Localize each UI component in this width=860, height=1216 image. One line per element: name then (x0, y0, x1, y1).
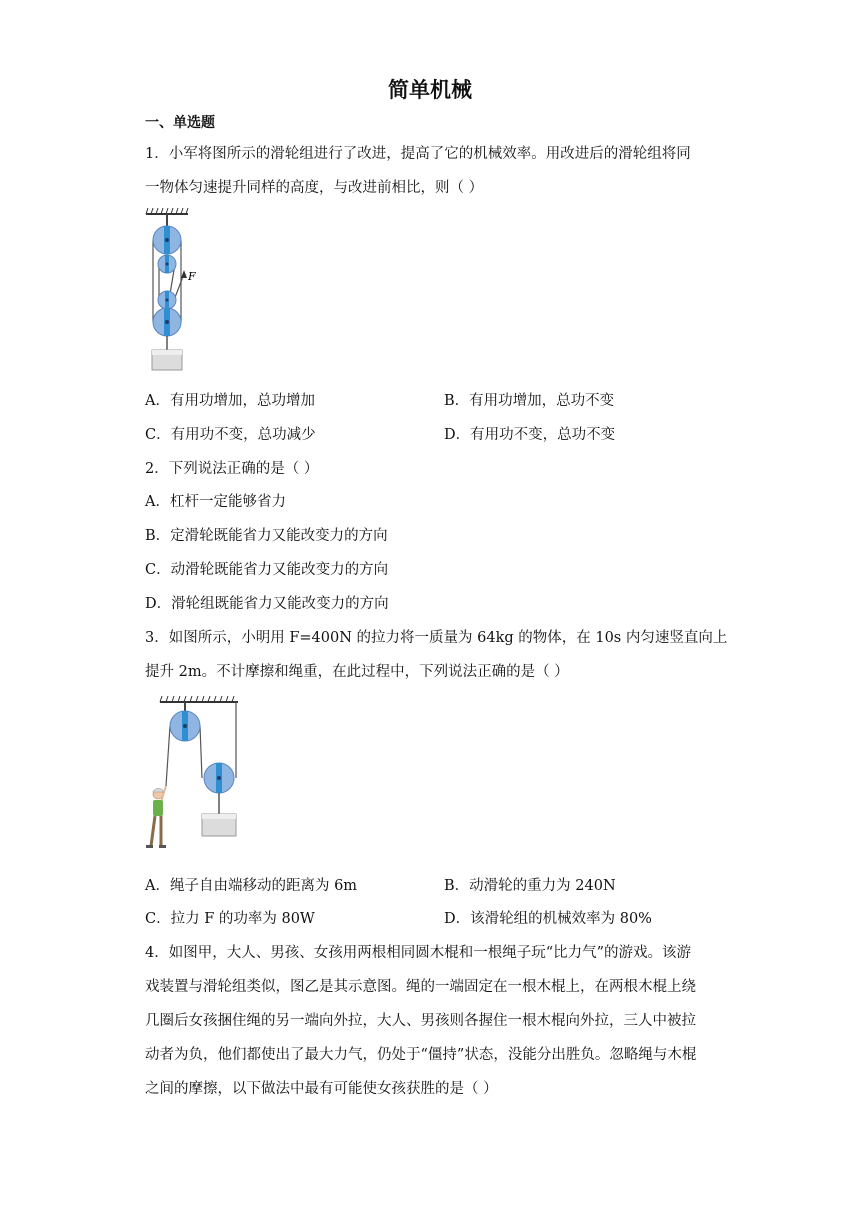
question-2-option-c: C．动滑轮既能省力又能改变力的方向 (145, 562, 389, 578)
question-1-option-c: C．有用功不变，总功减少 (145, 427, 316, 443)
question-4-line-1: 4．如图甲，大人、男孩、女孩用两根相同圆木棍和一根绳子玩“比力气”的游戏。该游 (145, 945, 692, 961)
question-4-line-4: 动者为负，他们都使出了最大力气，仍处于“僵持”状态，没能分出胜负。忽略绳与木棍 (145, 1047, 697, 1063)
section-heading: 一、单选题 (145, 115, 215, 131)
question-4-line-3: 几圈后女孩捆住绳的另一端向外拉，大人、男孩则各握住一根木棍向外拉，三人中被拉 (145, 1013, 696, 1029)
question-3-option-d: D．该滑轮组的机械效率为 80% (444, 911, 652, 927)
question-1-option-d: D．有用功不变，总功不变 (444, 427, 616, 443)
question-2-option-d: D．滑轮组既能省力又能改变力的方向 (145, 596, 389, 612)
question-4-line-5: 之间的摩擦，以下做法中最有可能使女孩获胜的是（ ） (145, 1081, 498, 1097)
question-4-line-2: 戏装置与滑轮组类似，图乙是其示意图。绳的一端固定在一根木棍上，在两根木棍上绕 (145, 979, 696, 995)
force-label: F (188, 270, 196, 283)
question-1-option-b: B．有用功增加，总功不变 (444, 393, 615, 409)
question-3-line-2: 提升 2m。不计摩擦和绳重，在此过程中，下列说法正确的是（ ） (145, 664, 569, 680)
question-3-option-a: A．绳子自由端移动的距离为 6m (145, 878, 358, 894)
question-2-line-1: 2．下列说法正确的是（ ） (145, 461, 319, 477)
question-1-option-a: A．有用功增加，总功增加 (145, 393, 315, 409)
question-3-option-b: B．动滑轮的重力为 240N (444, 878, 616, 894)
question-1-line-1: 1．小军将图所示的滑轮组进行了改进，提高了它的机械效率。用改进后的滑轮组将同 (145, 146, 691, 162)
question-2-option-a: A．杠杆一定能够省力 (145, 494, 286, 510)
question-2-option-b: B．定滑轮既能省力又能改变力的方向 (145, 528, 388, 544)
page-title: 简单机械 (388, 78, 472, 102)
question-1-line-2: 一物体匀速提升同样的高度，与改进前相比，则（ ） (145, 180, 484, 196)
person-pulling-pulley-icon (142, 694, 242, 854)
question-3-option-c: C．拉力 F 的功率为 80W (145, 911, 315, 927)
pulley-system-icon (142, 208, 202, 373)
question-3-line-1: 3．如图所示，小明用 F=400N 的拉力将一质量为 64kg 的物体，在 10s 内匀速竖直向上 (145, 630, 728, 646)
